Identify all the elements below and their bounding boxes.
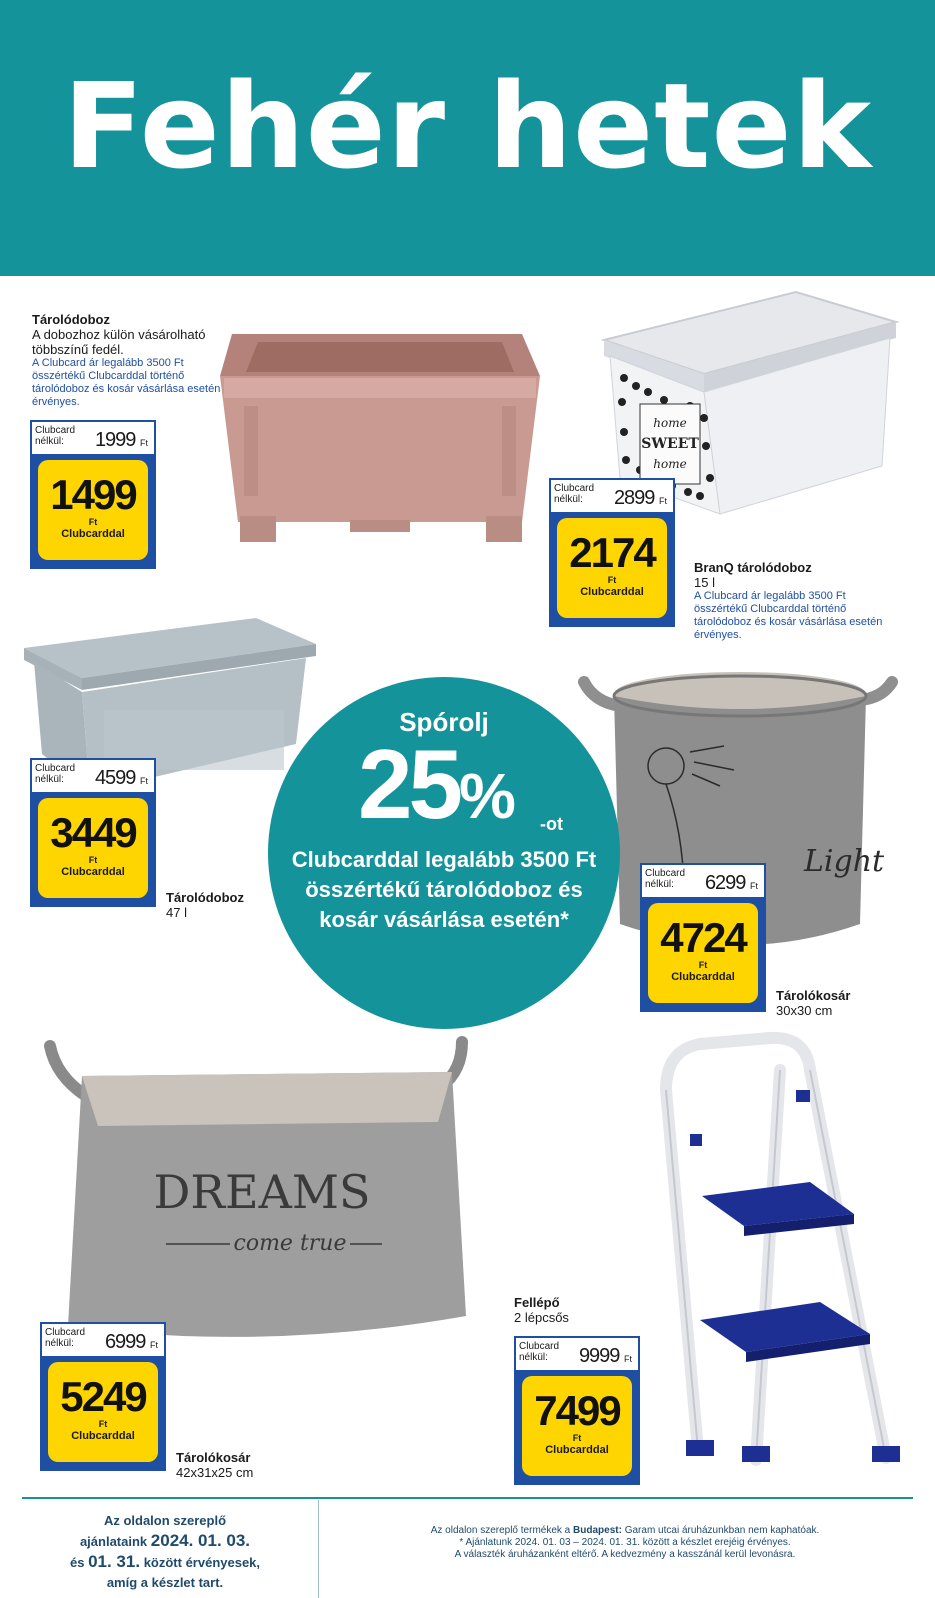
product-4-old-price: 6299 Ft [704,872,758,894]
product-2-old-price: 2899 Ft [613,487,667,509]
promo-suffix: -ot [540,814,563,834]
currency-label: Ft [607,575,617,585]
product-1-name: Tárolódoboz [32,312,110,327]
product-1-old-price: 1999 Ft [94,429,148,451]
clubcard-label: Clubcard nélkül: [35,425,76,447]
product-6-club-price: 7499 [534,1387,620,1434]
clubcarddal-label: Clubcarddal [71,1430,135,1442]
currency-label: Ft [88,517,98,527]
footer-separator [318,1500,319,1598]
footer-disclaimer [340,1525,910,1561]
product-3-name: Tárolódoboz [166,890,244,905]
product-4-club-price: 4724 [660,914,746,961]
currency-label: Ft [88,855,98,865]
clubcard-label: Clubcard nélkül: [35,763,76,785]
page-title: Fehér hetek [62,57,873,195]
footer-divider [22,1497,913,1499]
clubcarddal-label: Clubcarddal [545,1444,609,1456]
clubcard-label: Clubcard nélkül: [554,483,595,505]
clubcard-label: Clubcard nélkül: [45,1327,86,1349]
currency-label: Ft [572,1433,582,1443]
product-5-old-price: 6999 Ft [104,1331,158,1353]
clubcard-label: Clubcard nélkül: [645,868,686,890]
product-5-name: Tárolókosár [176,1450,251,1465]
box-print-text-2: SWEET [641,436,699,452]
product-3-description [166,890,266,920]
clubcarddal-label: Clubcarddal [671,971,735,983]
product-3-club-price: 3449 [50,809,136,856]
product-6-price-box [514,1336,640,1485]
clubcarddal-label: Clubcarddal [61,528,125,540]
product-6-old-price: 9999 Ft [578,1345,632,1367]
product-1-club-price: 1499 [50,471,136,518]
basket-print-come-true: come true [233,1231,347,1256]
footer-left-line4: amíg a készlet tart. [106,1575,224,1590]
product-4-name: Tárolókosár [776,988,851,1003]
product-3-old-price: 4599 Ft [94,767,148,789]
promo-body: Clubcarddal legalább 3500 Ft összértékű tárolódoboz és kosár vásárlása esetén* [291,847,597,932]
step-ladder-image [640,1030,910,1490]
box-print-text-3: home [653,457,687,471]
promo-percent: 25% [358,729,512,839]
product-2-club-price: 2174 [569,529,655,576]
product-2-name: BranQ tárolódoboz [694,560,812,575]
product-4-subtitle: 30x30 cm [776,1003,833,1018]
product-5-price-box [40,1322,166,1471]
currency-label: Ft [698,960,708,970]
product-5-subtitle: 42x31x25 cm [176,1465,254,1480]
product-3-price-box [30,758,156,907]
footer-right-line2: * Ajánlatunk 2024. 01. 03 – 2024. 01. 31. között a készlet erejéig érvényes. [459,1537,791,1548]
footer-validity [30,1511,300,1593]
product-2-note: A Clubcard ár legalább 3500 Ft összértékű Clubcarddal történő tárolódoboz és kosár vásárlása esetén érvényes. [694,590,883,641]
product-6-subtitle: 2 lépcsős [514,1310,569,1325]
clubcard-label: Clubcard nélkül: [519,1341,560,1363]
footer-left-line3: és 01. 31. között érvényesek, [69,1552,261,1571]
footer-left-line2: ajánlataink 2024. 01. 03. [79,1531,251,1550]
clubcarddal-label: Clubcarddal [61,866,125,878]
product-4-price-box [640,863,766,1012]
header-banner [0,0,935,276]
box-print-text-1: home [653,416,687,430]
product-6-description [514,1295,634,1325]
basket-print-dreams: DREAMS [153,1165,371,1219]
grey-basket-dreams-image [42,1036,482,1352]
product-5-description [176,1450,306,1480]
product-1-subtitle: A dobozhoz külön vásárolható többszínű fedél. [32,327,206,357]
footer-left-line1: Az oldalon szereplő [103,1513,227,1528]
footer-right-line3: A választék áruházanként eltérő. A kedvezmény a kasszánál kerül levonásra. [454,1549,796,1560]
product-1-description [32,312,232,409]
footer-right-line1: Az oldalon szereplő termékek a Budapest: Garam utcai áruházunkban nem kaphatóak. [430,1525,820,1536]
product-3-subtitle: 47 l [166,905,187,920]
basket-print-text: Light [804,844,885,879]
promo-circle [268,677,620,1029]
clubcarddal-label: Clubcarddal [580,586,644,598]
product-5-club-price: 5249 [60,1373,146,1420]
product-4-description [776,988,896,1018]
pink-storage-box-image [210,326,550,548]
product-2-subtitle: 15 l [694,575,715,590]
product-1-price-box [30,420,156,569]
product-6-name: Fellépő [514,1295,560,1310]
product-1-note: A Clubcard ár legalább 3500 Ft összértékű Clubcarddal történő tárolódoboz és kosár vásárlása esetén érvényes. [32,357,221,408]
currency-label: Ft [98,1419,108,1429]
promo-line1: Spórolj [399,707,489,737]
product-2-description [694,560,894,642]
product-2-price-box [549,478,675,627]
